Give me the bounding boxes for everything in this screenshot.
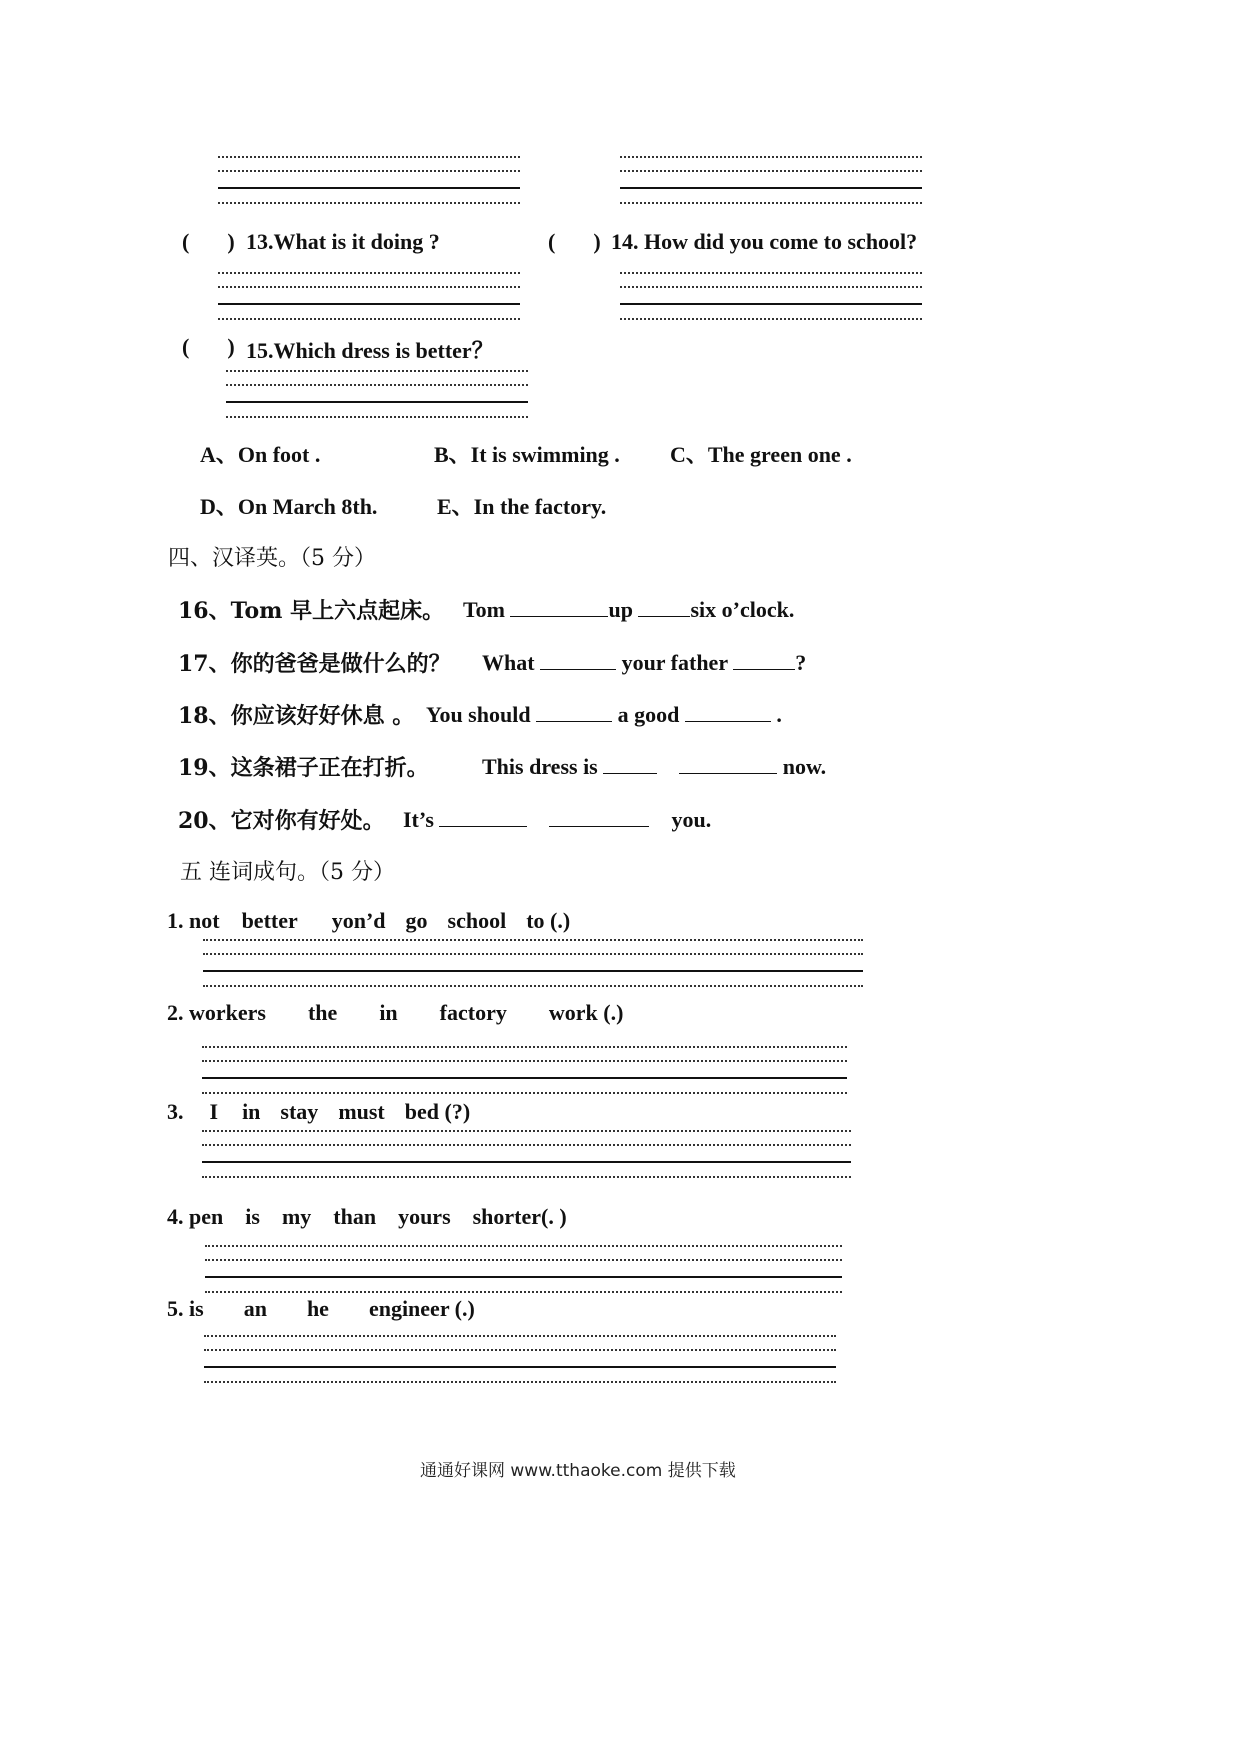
option-b: B、It is swimming . (434, 442, 620, 467)
question-15: 15.Which dress is better？ (246, 338, 494, 363)
translate-answer-19[interactable]: This dress is now. (482, 751, 826, 780)
page-footer: 通通好课网 www.tthaoke.com 提供下载 (420, 1461, 736, 1481)
blank (679, 751, 777, 774)
section-4-title: 四、汉译英。（5 分） (168, 546, 376, 571)
blank (549, 804, 649, 827)
blank (685, 699, 771, 722)
blank (540, 647, 616, 670)
blank (603, 751, 657, 774)
translate-item-16: 16、Tom 早上六点起床。 (178, 598, 445, 624)
translate-answer-20[interactable]: It’s you. (403, 804, 711, 833)
translate-answer-16[interactable]: Tom up six o’clock. (463, 594, 794, 623)
writing-lines (205, 1245, 842, 1295)
question-14: 14. How did you come to school? (611, 229, 918, 254)
sentence-item-2: 2. workers the in factory work (.) (167, 1000, 624, 1025)
translate-item-19: 19、这条裙子正在打折。 (178, 755, 429, 781)
translate-answer-18[interactable]: You should a good . (426, 699, 782, 728)
writing-lines (203, 939, 863, 989)
sentence-item-4: 4. pen is my than yours shorter(. ) (167, 1204, 567, 1229)
sentence-item-5: 5. is an he engineer (.) (167, 1296, 475, 1321)
answer-paren[interactable]: ( ) (548, 229, 601, 254)
writing-lines (218, 272, 520, 322)
option-e: E、In the factory. (437, 494, 607, 519)
writing-lines (202, 1130, 851, 1180)
option-a: A、On foot . (200, 442, 321, 467)
sentence-item-1: 1. not better yon’d go school to (.) (167, 908, 571, 933)
blank (733, 647, 795, 670)
writing-lines (620, 156, 922, 206)
writing-lines (218, 156, 520, 206)
blank (510, 594, 608, 617)
answer-paren[interactable]: ( ) (182, 334, 235, 359)
question-13: 13.What is it doing ? (246, 229, 440, 254)
writing-lines (226, 370, 528, 420)
blank (536, 699, 612, 722)
option-d: D、On March 8th. (200, 494, 378, 519)
sentence-item-3: 3. I in stay must bed (?) (167, 1099, 471, 1124)
answer-paren[interactable]: ( ) (182, 229, 235, 254)
blank (439, 804, 527, 827)
writing-lines (204, 1335, 836, 1385)
translate-answer-17[interactable]: What your father ? (482, 647, 806, 676)
writing-lines (620, 272, 922, 322)
section-5-title: 五 连词成句。（5 分） (180, 860, 395, 885)
translate-item-18: 18、你应该好好休息 。 (178, 703, 415, 729)
translate-item-20: 20、它对你有好处。 (178, 808, 385, 834)
blank (638, 594, 690, 617)
writing-lines (202, 1046, 847, 1096)
translate-item-17: 17、你的爸爸是做什么的？ (178, 651, 451, 677)
option-c: C、The green one . (670, 442, 852, 467)
